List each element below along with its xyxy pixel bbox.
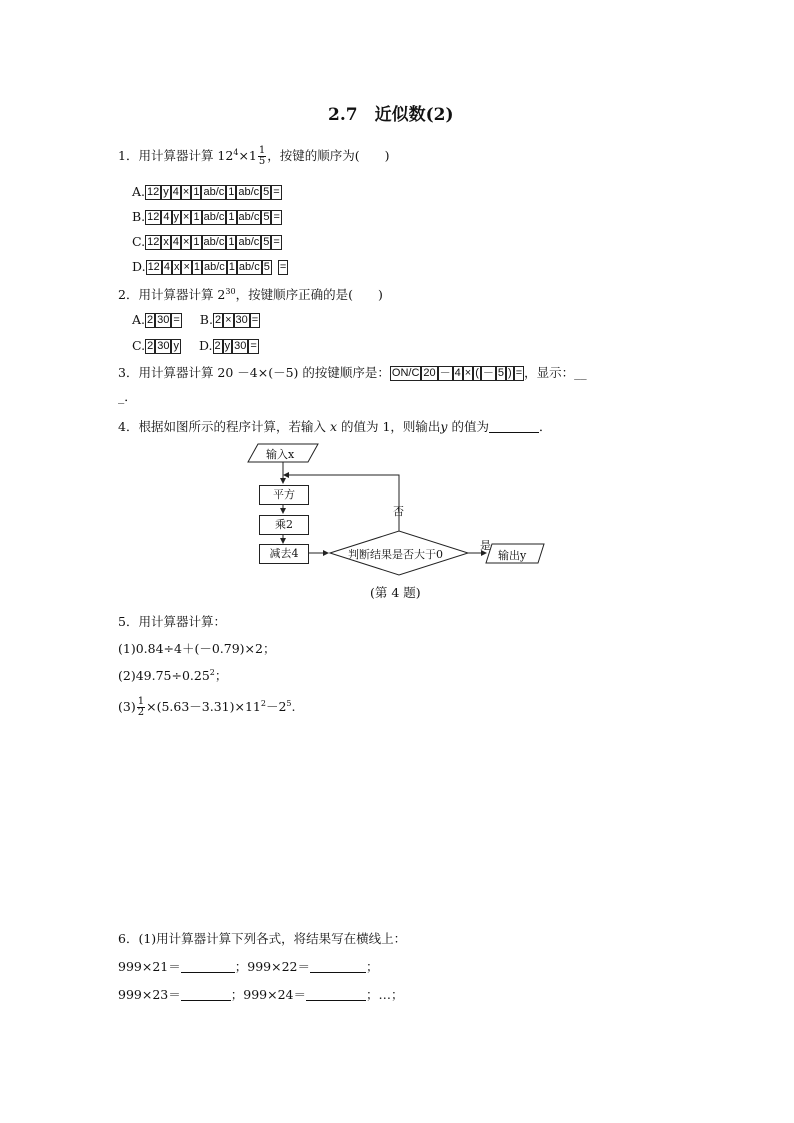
flow-no-label: 否 xyxy=(393,505,404,518)
calc-key: － xyxy=(482,367,494,379)
option-label: B. xyxy=(132,209,146,224)
calc-key: 4 xyxy=(163,261,170,273)
calc-key: 4 xyxy=(172,186,179,198)
figure-caption: (第 4 题) xyxy=(370,585,421,600)
calc-key: x xyxy=(173,261,180,273)
calc-key: 5 xyxy=(263,236,270,248)
q2-exponent: 30 xyxy=(225,286,236,296)
calc-key: × xyxy=(183,261,190,273)
flow-judge-label: 判断结果是否大于0 xyxy=(348,548,443,561)
q5-part-1: (1)0.84÷4＋(－0.79)×2； xyxy=(118,641,276,656)
q6-l1-a: 999×21＝ xyxy=(118,959,181,974)
q5-p2-exponent: 2 xyxy=(209,667,215,677)
q1-frac-num: 1 xyxy=(258,145,266,156)
q1-text-b: ×1 xyxy=(238,148,257,163)
calc-key: = xyxy=(515,367,523,379)
q5-p3-frac-den: 2 xyxy=(137,707,145,718)
q4-var-y: y xyxy=(440,419,448,434)
calc-key: ab/c xyxy=(238,236,260,248)
calc-key: = xyxy=(273,211,280,223)
calc-key: 12 xyxy=(147,261,160,273)
calc-key: 4 xyxy=(163,211,170,223)
q1-text-a: 1．用计算器计算 12 xyxy=(118,148,234,163)
calc-key: 20 xyxy=(423,367,436,379)
option-label: C. xyxy=(132,234,146,249)
calc-key: 5 xyxy=(263,211,270,223)
q6-l2-c: ；…； xyxy=(366,987,404,1002)
option-label: D. xyxy=(198,338,213,353)
calc-key: 5 xyxy=(263,186,270,198)
q5-p3-fraction xyxy=(137,697,145,718)
calc-key: 1 xyxy=(193,186,200,198)
calc-key: ab/c xyxy=(238,186,260,198)
calc-key: 1 xyxy=(193,211,200,223)
q6-l1-c: ； xyxy=(366,959,379,974)
q3-tail: ，显示：__ xyxy=(524,365,587,380)
calc-key: y xyxy=(224,340,231,352)
q5-part-3 xyxy=(118,697,296,718)
flow-yes-label: 是 xyxy=(480,539,491,552)
calc-key: 5 xyxy=(497,367,505,379)
calc-key: 2 xyxy=(147,314,154,326)
option-label: B. xyxy=(199,312,213,327)
q3-text: 3．用计算器计算 20 －4×(－5) 的按键顺序是： xyxy=(118,365,390,380)
q5-p3-text-d: . xyxy=(291,699,296,714)
calc-key: = xyxy=(279,261,287,273)
calc-key: 30 xyxy=(235,314,248,326)
q4-text-d: ． xyxy=(538,419,552,434)
q1-frac-den: 5 xyxy=(258,156,266,167)
calc-key: － xyxy=(439,367,451,379)
q4-var-x: x xyxy=(329,419,337,434)
q4-text-a: 4．根据如图所示的程序计算，若输入 xyxy=(118,419,330,434)
answer-blank[interactable] xyxy=(181,989,231,1001)
q2-text-a: 2．用计算器计算 2 xyxy=(118,287,226,302)
calc-key: ab/c xyxy=(204,261,225,273)
page-title: 2.7 近似数(2) xyxy=(328,105,454,125)
calc-key: × xyxy=(182,186,190,198)
q3-line-2: _． xyxy=(118,389,137,404)
q1-exponent: 4 xyxy=(233,147,239,157)
calc-key: = xyxy=(251,314,259,326)
flow-square-box: 平方 xyxy=(259,485,309,505)
q6-line-1 xyxy=(118,957,379,975)
option-label: A. xyxy=(132,184,146,199)
q6-l2-a: 999×23＝ xyxy=(118,987,181,1002)
calc-key: × xyxy=(183,211,190,223)
calc-key: 2 xyxy=(147,340,154,352)
calc-key: ( xyxy=(475,367,479,379)
calc-key: ab/c xyxy=(203,186,225,198)
calc-key: 30 xyxy=(234,340,247,352)
calc-key: 4 xyxy=(454,367,461,379)
calc-key: 30 xyxy=(157,340,170,352)
calc-key: = xyxy=(273,236,280,248)
calc-key: 1 xyxy=(193,261,200,273)
q5-p3-exponent-1: 2 xyxy=(260,698,266,708)
calc-key: ab/c xyxy=(238,211,260,223)
calc-key: 4 xyxy=(172,236,179,248)
calc-key: ab/c xyxy=(203,236,225,248)
calc-key: 1 xyxy=(228,261,235,273)
flow-subtract-box: 减去4 xyxy=(259,544,309,564)
q5-p3-frac-num: 1 xyxy=(137,696,145,707)
calc-key: 12 xyxy=(147,211,160,223)
calc-key: ab/c xyxy=(203,211,225,223)
flow-input-label: 输入x xyxy=(266,448,295,461)
q5-p3-text-b: ×(5.63－3.31)×11 xyxy=(146,699,261,714)
calc-key: ) xyxy=(508,367,512,379)
calc-key: x xyxy=(163,236,169,248)
q5-p3-text-c: －2 xyxy=(265,699,287,714)
calc-key: 1 xyxy=(228,186,235,198)
question-5-stem: 5．用计算器计算： xyxy=(118,614,226,629)
calc-key: 1 xyxy=(193,236,200,248)
question-6-stem: 6．(1)用计算器计算下列各式，将结果写在横线上： xyxy=(118,931,407,946)
q2-text-b: ，按键顺序正确的是( ) xyxy=(235,287,383,302)
calc-key: 12 xyxy=(147,236,160,248)
q5-p2-tail: ； xyxy=(214,668,228,683)
calc-key: × xyxy=(182,236,190,248)
calc-key: 1 xyxy=(228,236,235,248)
calc-key: = xyxy=(250,340,257,352)
calc-key: ab/c xyxy=(238,261,260,273)
option-label: D. xyxy=(132,259,146,274)
calc-key: = xyxy=(273,186,280,198)
flow-output-label: 输出y xyxy=(498,549,527,562)
q5-p2-text: (2)49.75÷0.25 xyxy=(118,668,210,683)
calc-key: 2 xyxy=(214,340,221,352)
calc-key: 1 xyxy=(228,211,235,223)
option-label: A. xyxy=(132,312,146,327)
calc-key: × xyxy=(464,367,472,379)
q1-text-c: ，按键的顺序为( ) xyxy=(267,148,390,163)
q4-text-b: 的值为 1，则输出 xyxy=(337,419,441,434)
calc-key: ON/C xyxy=(391,367,420,379)
q6-l2-b: ；999×24＝ xyxy=(230,987,306,1002)
calc-key: 5 xyxy=(263,261,270,273)
answer-blank[interactable] xyxy=(310,961,366,973)
calc-key: = xyxy=(173,314,180,326)
q5-part-2 xyxy=(118,666,227,684)
q6-l1-b: ；999×22＝ xyxy=(234,959,310,974)
calc-key: 12 xyxy=(147,186,160,198)
q4-text-c: 的值为 xyxy=(447,419,489,434)
option-label: C. xyxy=(132,338,146,353)
calc-key: y xyxy=(163,186,169,198)
answer-blank[interactable] xyxy=(181,961,235,973)
flow-multiply-box: 乘2 xyxy=(259,515,309,535)
q5-p3-label: (3) xyxy=(118,699,136,714)
calc-key: y xyxy=(173,340,179,352)
q6-line-2 xyxy=(118,985,404,1003)
answer-blank[interactable] xyxy=(306,989,366,1001)
calc-key: × xyxy=(225,314,232,326)
calc-key: 30 xyxy=(157,314,170,326)
q5-p3-exponent-2: 5 xyxy=(286,698,292,708)
calc-key: y xyxy=(173,211,180,223)
calc-key: 2 xyxy=(214,314,222,326)
